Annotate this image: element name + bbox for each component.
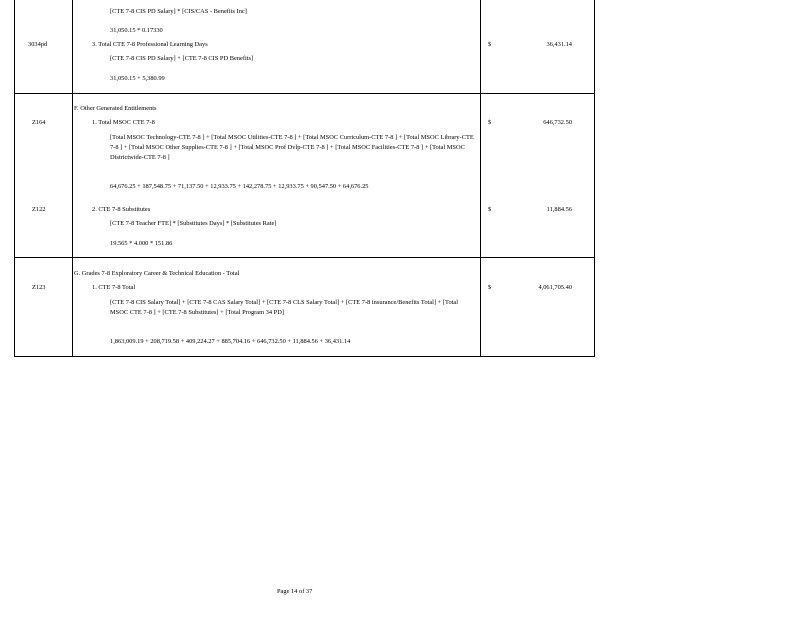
z164-item: 1. Total MSOC CTE 7-8: [92, 119, 155, 126]
table-rule-bottom: [14, 356, 595, 357]
r0-formula: [CTE 7-8 CIS PD Salary] * [CIS/CAS - Benefits Inc]: [110, 8, 247, 15]
table-rule-code-col: [72, 0, 73, 356]
z164-dollar: $: [488, 119, 492, 126]
table-rule-h1: [14, 93, 595, 94]
z123-amount: 4,061,705.40: [538, 284, 572, 291]
z164-amount: 646,732.50: [543, 119, 572, 126]
z122-dollar: $: [488, 206, 492, 213]
section-f-heading: F. Other Generated Entitlements: [74, 105, 157, 112]
r1-values: 31,050.15 + 5,380.99: [110, 75, 165, 82]
r1-formula: [CTE 7-8 CIS PD Salary] + [CTE 7-8 CIS PD Benefits]: [110, 55, 254, 62]
r0-values: 31,050.15 * 0.17330: [110, 27, 163, 34]
z122-amount: 11,884.56: [546, 206, 572, 213]
table-rule-h2: [14, 257, 595, 258]
z123-values: 1,863,009.19 + 208,719.58 + 409,224.27 + 885,704.16 + 646,732.50 + 11,884.56 + 36,431.14: [110, 338, 351, 345]
r1-code: 3034pd: [28, 41, 48, 48]
z122-values: 19.565 * 4.000 * 151.86: [110, 240, 173, 247]
z123-item: 1. CTE 7-8 Total: [92, 284, 136, 291]
table-rule-right: [594, 0, 595, 356]
z123-formula: [CTE 7-8 CIS Salary Total] + [CTE 7-8 CAS Salary Total] + [CTE 7-8 CLS Salary Total] + [CTE 7-8 insurance/Benefits Total] + [Total MSOC CTE 7-8 ] + [CTE 7-8 Substitutes] + [Total Program 34 PD]: [110, 299, 459, 316]
z122-formula: [CTE 7-8 Teacher FTE] * [Substitutes Days] * [Substitutes Rate]: [110, 220, 277, 227]
section-g-heading: G. Grades 7-8 Exploratory Career & Technical Education - Total: [74, 270, 240, 277]
z122-code: Z122: [32, 206, 46, 213]
r1-dollar: $: [488, 41, 492, 48]
r1-item: 3. Total CTE 7-8 Professional Learning Days: [92, 41, 208, 48]
z123-code: Z123: [32, 284, 46, 291]
page-number: Page 14 of 37: [277, 588, 313, 595]
table-rule-left: [14, 0, 15, 356]
z164-values: 64,676.25 + 187,548.75 + 71,137.50 + 12,933.75 + 142,278.75 + 12,933.75 + 90,547.50 + 64,676.25: [110, 183, 369, 190]
table-rule-amount-col: [480, 0, 481, 356]
z122-item: 2. CTE 7-8 Substitutes: [92, 206, 151, 213]
z164-code: Z164: [32, 119, 46, 126]
r1-amount: 36,431.14: [546, 41, 572, 48]
z164-formula: [Total MSOC Technology-CTE 7-8 ] + [Total MSOC Utilities-CTE 7-8 ] + [Total MSOC Curriculum-CTE 7-8 ] + [Total MSOC Library-CTE 7-8 ] + [Total MSOC Other Supplies-CTE 7-8 ] + [Total MSOC Prof Dvlp-CTE 7-8 ] + [Total MSOC Facilities-CTE 7-8 ] + [Total MSOC Districtwide-CTE 7-8 ]: [110, 134, 474, 161]
z123-dollar: $: [488, 284, 492, 291]
